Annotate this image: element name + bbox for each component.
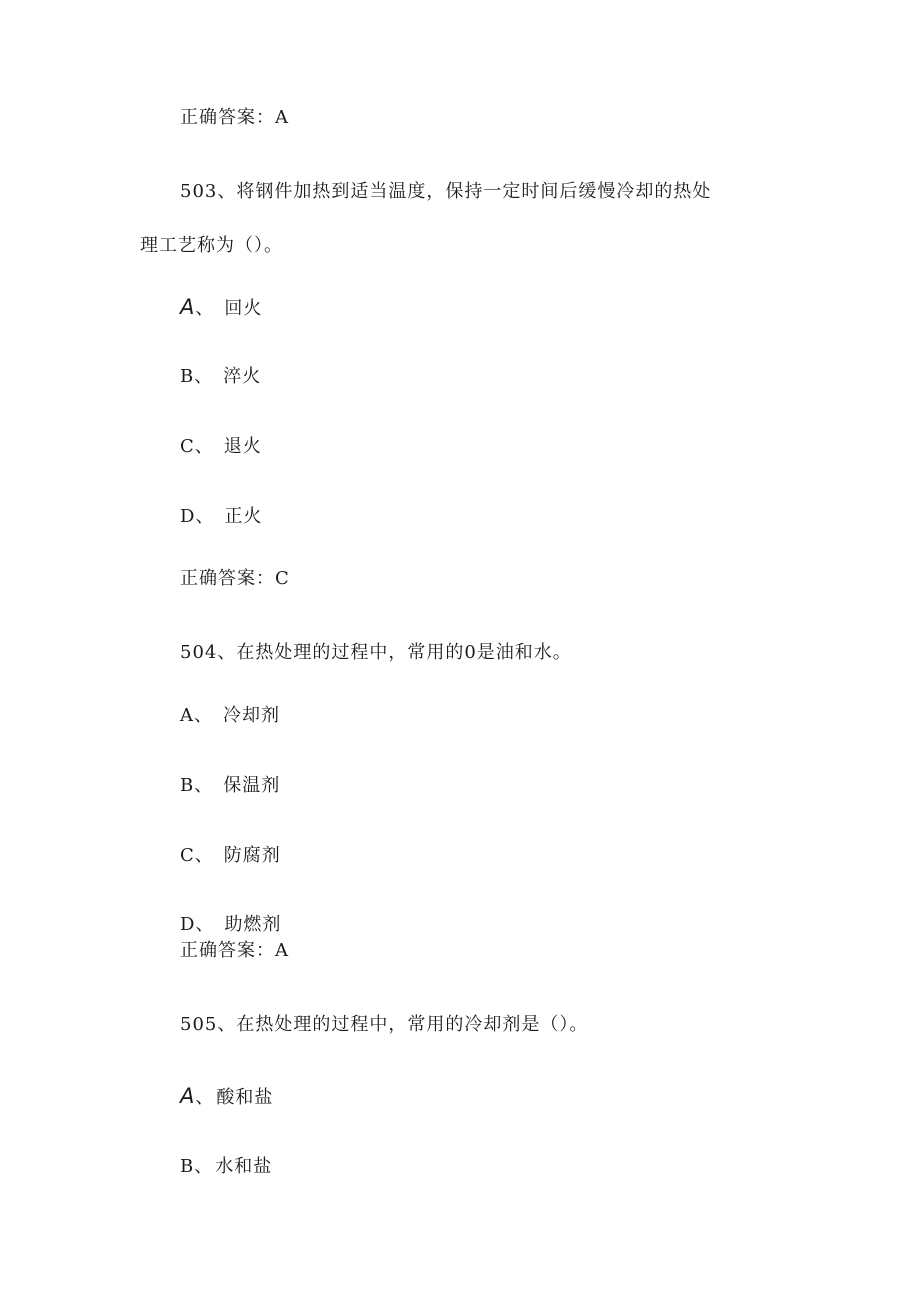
option-text: 冷却剂 [223,705,280,726]
option-text: 正火 [224,506,263,527]
answer-label: 正确答案： [180,940,275,961]
option-separator: 、 [195,298,215,319]
option-504-a [180,705,280,727]
answer-value: A [275,940,289,961]
option-separator: 、 [195,506,215,527]
question-504-line-1: 504、在热处理的过程中，常用的0是油和水。 [180,642,572,663]
option-504-d [180,914,281,936]
answer-value: C [275,568,290,589]
option-letter: A [180,295,196,319]
option-text: 回火 [224,298,263,319]
option-letter: B [180,1156,195,1177]
option-text: 退火 [223,436,262,457]
option-503-a [180,296,262,320]
option-504-b [180,775,280,797]
answer-label: 正确答案： [180,107,275,128]
option-separator: 、 [194,845,214,866]
option-separator: 、 [194,436,214,457]
answer-label: 正确答案： [180,568,275,589]
option-letter: C [180,845,195,866]
option-text: 防腐剂 [223,845,281,866]
option-text: 助燃剂 [224,914,282,935]
answer-line-504 [180,940,289,962]
option-503-d [180,506,262,528]
option-letter: B [180,775,195,796]
option-text: 水和盐 [215,1156,273,1177]
option-letter: D [180,506,196,527]
answer-line-503 [180,568,290,590]
option-text: 淬火 [223,366,262,387]
option-separator: 、 [194,775,214,796]
option-separator: 、 [194,705,213,726]
option-503-b [180,366,261,388]
option-separator: 、 [194,1156,214,1177]
option-letter: C [180,436,195,457]
option-letter: A [180,1084,196,1108]
option-505-a [180,1085,273,1109]
question-503-line-1: 503、将钢件加热到适当温度，保持一定时间后缓慢冷却的热处 [180,181,712,202]
option-separator: 、 [195,914,215,935]
answer-value: A [275,107,289,128]
option-503-c [180,436,262,458]
option-504-c [180,845,281,867]
option-separator: 、 [195,1087,215,1108]
question-505-line-1: 505、在热处理的过程中，常用的冷却剂是（）。 [180,1014,589,1035]
option-letter: D [180,914,196,935]
option-505-b [180,1156,272,1178]
question-503-line-2: 理工艺称为（）。 [140,235,283,256]
option-text: 酸和盐 [216,1087,274,1108]
answer-line-502 [180,107,289,129]
option-letter: A [180,705,194,726]
option-text: 保温剂 [223,775,281,796]
option-separator: 、 [194,366,214,387]
option-letter: B [180,366,195,387]
